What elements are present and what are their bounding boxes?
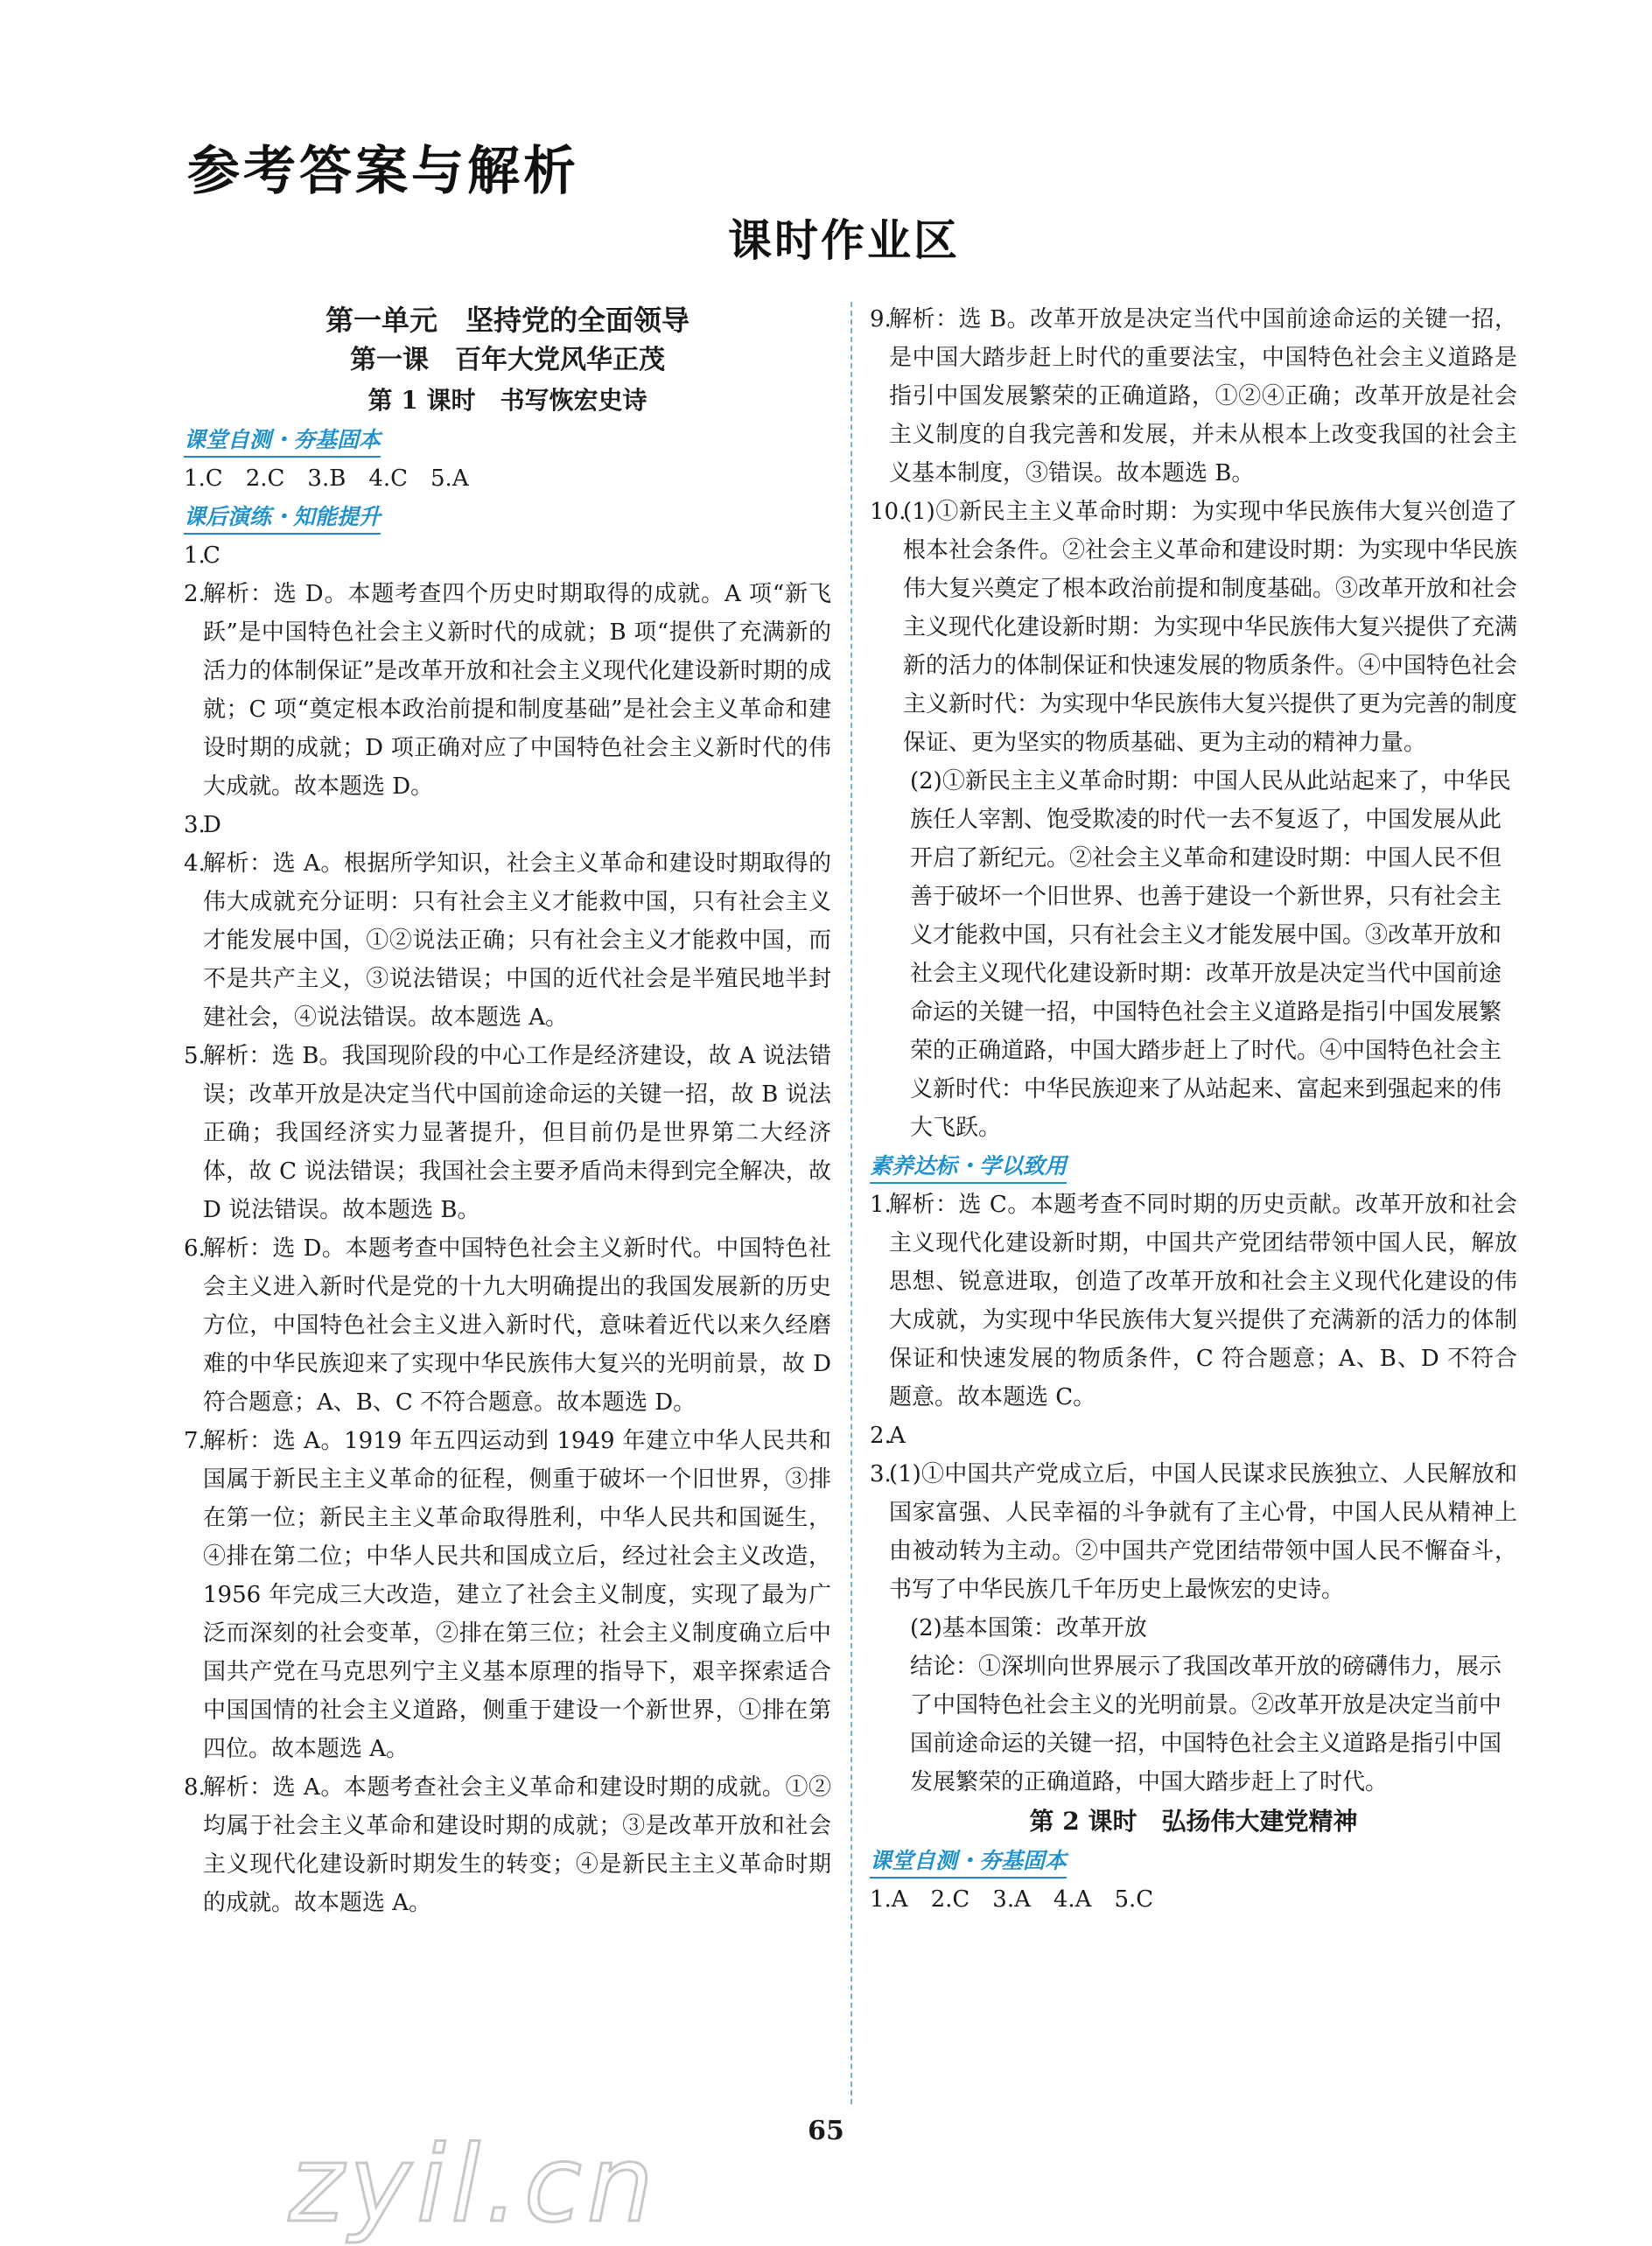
watermark: zyil.cn: [289, 2124, 659, 2246]
answer-item: 6. 解析：选 D。本题考查中国特色社会主义新时代。中国特色社会主义进入新时代是党的十九大明确提出的我国发展新的历史方位，中国特色社会主义进入新时代，意味着近代以来久经磨难的中华民族迎来了实现中华民族伟大复兴的光明前景，故 D 符合题意；A、B、C 不符合题意。故本题选 D。: [184, 1235, 831, 1416]
lesson-heading: 第一课 百年大党风华正茂: [350, 345, 665, 375]
document-title: 参考答案与解析: [187, 141, 579, 202]
answer-subpart: (2)基本国策：改革开放: [910, 1615, 1147, 1641]
answer-item: 8. 解析：选 A。本题考查社会主义革命和建设时期的成就。①②均属于社会主义革命和建设时期的成就；③是改革开放和社会主义现代化建设新时期发生的转变；④是新民主主义革命时期的成就。故本题选 A。: [184, 1774, 831, 1916]
right-column: [870, 300, 1517, 1919]
answer-item: 1. C: [184, 542, 220, 569]
left-column: [184, 300, 831, 1922]
section-heading-literacy: 素养达标・学以致用: [870, 1147, 1067, 1184]
section-heading-class-test: 课堂自测・夯基固本: [870, 1842, 1067, 1879]
answer-item: 3. D: [184, 812, 221, 838]
answer-line: 1.C 2.C 3.B 4.C 5.A: [184, 465, 469, 492]
period-heading: 第 1 课时 书写恢宏史诗: [368, 386, 648, 415]
answer-item: 5. 解析：选 B。我国现阶段的中心工作是经济建设，故 A 说法错误；改革开放是决定当代中国前途命运的关键一招，故 B 说法正确；我国经济实力显著提升，但目前仍是世界第二大经济体，故 C 说法错误；我国社会主要矛盾尚未得到完全解决，故 D 说法错误。故本题选 B。: [184, 1043, 831, 1223]
period-heading: 第 2 课时 弘扬伟大建党精神: [1029, 1807, 1358, 1836]
answer-item: 9. 解析：选 B。改革开放是决定当代中国前途命运的关键一招，是中国大踏步赶上时代的重要法宝，中国特色社会主义道路是指引中国发展繁荣的正确道路，①②④正确；改革开放是社会主义制度的自我完善和发展，并未从根本上改变我国的社会主义基本制度，③错误。故本题选 B。: [870, 306, 1517, 486]
answer-subpart: 结论：①深圳向世界展示了我国改革开放的磅礴伟力，展示了中国特色社会主义的光明前景。②改革开放是决定当前中国前途命运的关键一招，中国特色社会主义道路是指引中国发展繁荣的正确道路，中国大踏步赶上了时代。: [910, 1654, 1502, 1795]
answer-item: 2. 解析：选 D。本题考查四个历史时期取得的成就。A 项“新飞跃”是中国特色社会主义新时代的成就；B 项“提供了充满新的活力的体制保证”是改革开放和社会主义现代化建设新时期的成就；C 项“奠定根本政治前提和制度基础”是社会主义革命和建设时期的成就；D 项正确对应了中国特色社会主义新时代的伟大成就。故本题选 D。: [184, 581, 831, 800]
answer-item: 4. 解析：选 A。根据所学知识，社会主义革命和建设时期取得的伟大成就充分证明：只有社会主义才能救中国，只有社会主义才能发展中国，①②说法正确；只有社会主义才能救中国，而不是共产主义，③说法错误；中国的近代社会是半殖民地半封建社会，④说法错误。故本题选 A。: [184, 850, 831, 1031]
answer-item: 3. (1)①中国共产党成立后，中国人民谋求民族独立、人民解放和国家富强、人民幸福的斗争就有了主心骨，中国人民从精神上由被动转为主动。②中国共产党团结带领中国人民不懈奋斗，书写了中华民族几千年历史上最恢宏的史诗。: [870, 1461, 1517, 1603]
unit-heading: 第一单元 坚持党的全面领导: [325, 304, 690, 337]
section-title: 课时作业区: [728, 215, 960, 266]
answer-item: 10. (1)①新民主主义革命时期：为实现中华民族伟大复兴创造了根本社会条件。②社会主义革命和建设时期：为实现中华民族伟大复兴奠定了根本政治前提和制度基础。③改革开放和社会主义现代化建设新时期：为实现中华民族伟大复兴提供了充满新的活力的体制保证和快速发展的物质条件。④中国特色社会主义新时代：为实现中华民族伟大复兴提供了更为完善的制度保证、更为坚实的物质基础、更为主动的精神力量。: [870, 499, 1518, 756]
answer-item: 2. A: [870, 1423, 906, 1449]
section-heading-class-test: 课堂自测・夯基固本: [184, 421, 381, 458]
answer-item: 1. 解析：选 C。本题考查不同时期的历史贡献。改革开放和社会主义现代化建设新时期，中国共产党团结带领中国人民，解放思想、锐意进取，创造了改革开放和社会主义现代化建设的伟大成就，为实现中华民族伟大复兴提供了充满新的活力的体制保证和快速发展的物质条件，C 符合题意；A、B、D 不符合题意。故本题选 C。: [870, 1192, 1517, 1410]
section-heading-after-class: 课后演练・知能提升: [184, 498, 381, 535]
answer-item: 7. 解析：选 A。1919 年五四运动到 1949 年建立中华人民共和国属于新民主主义革命的征程，侧重于破坏一个旧世界，③排在第一位；新民主主义革命取得胜利，中华人民共和国诞生，④排在第二位；中华人民共和国成立后，经过社会主义改造，1956 年完成三大改造，建立了社会主义制度，实现了最为广泛而深刻的社会变革，②排在第三位；社会主义制度确立后中国共产党在马克思列宁主义基本原理的指导下，艰辛探索适合中国国情的社会主义道路，侧重于建设一个新世界，①排在第四位。故本题选 A。: [184, 1428, 831, 1762]
page-number: 65: [808, 2116, 844, 2146]
answer-line: 1.A 2.C 3.A 4.A 5.C: [870, 1886, 1154, 1913]
answer-subpart: (2)①新民主主义革命时期：中国人民从此站起来了，中华民族任人宰割、饱受欺凌的时代一去不复返了，中国发展从此开启了新纪元。②社会主义革命和建设时期：中国人民不但善于破坏一个旧世界、也善于建设一个新世界，只有社会主义才能救中国，只有社会主义才能发展中国。③改革开放和社会主义现代化建设新时期：改革开放是决定当代中国前途命运的关键一招，中国特色社会主义道路是指引中国发展繁荣的正确道路，中国大踏步赶上了时代。④中国特色社会主义新时代：中华民族迎来了从站起来、富起来到强起来的伟大飞跃。: [910, 768, 1511, 1141]
column-divider: [850, 302, 852, 2104]
